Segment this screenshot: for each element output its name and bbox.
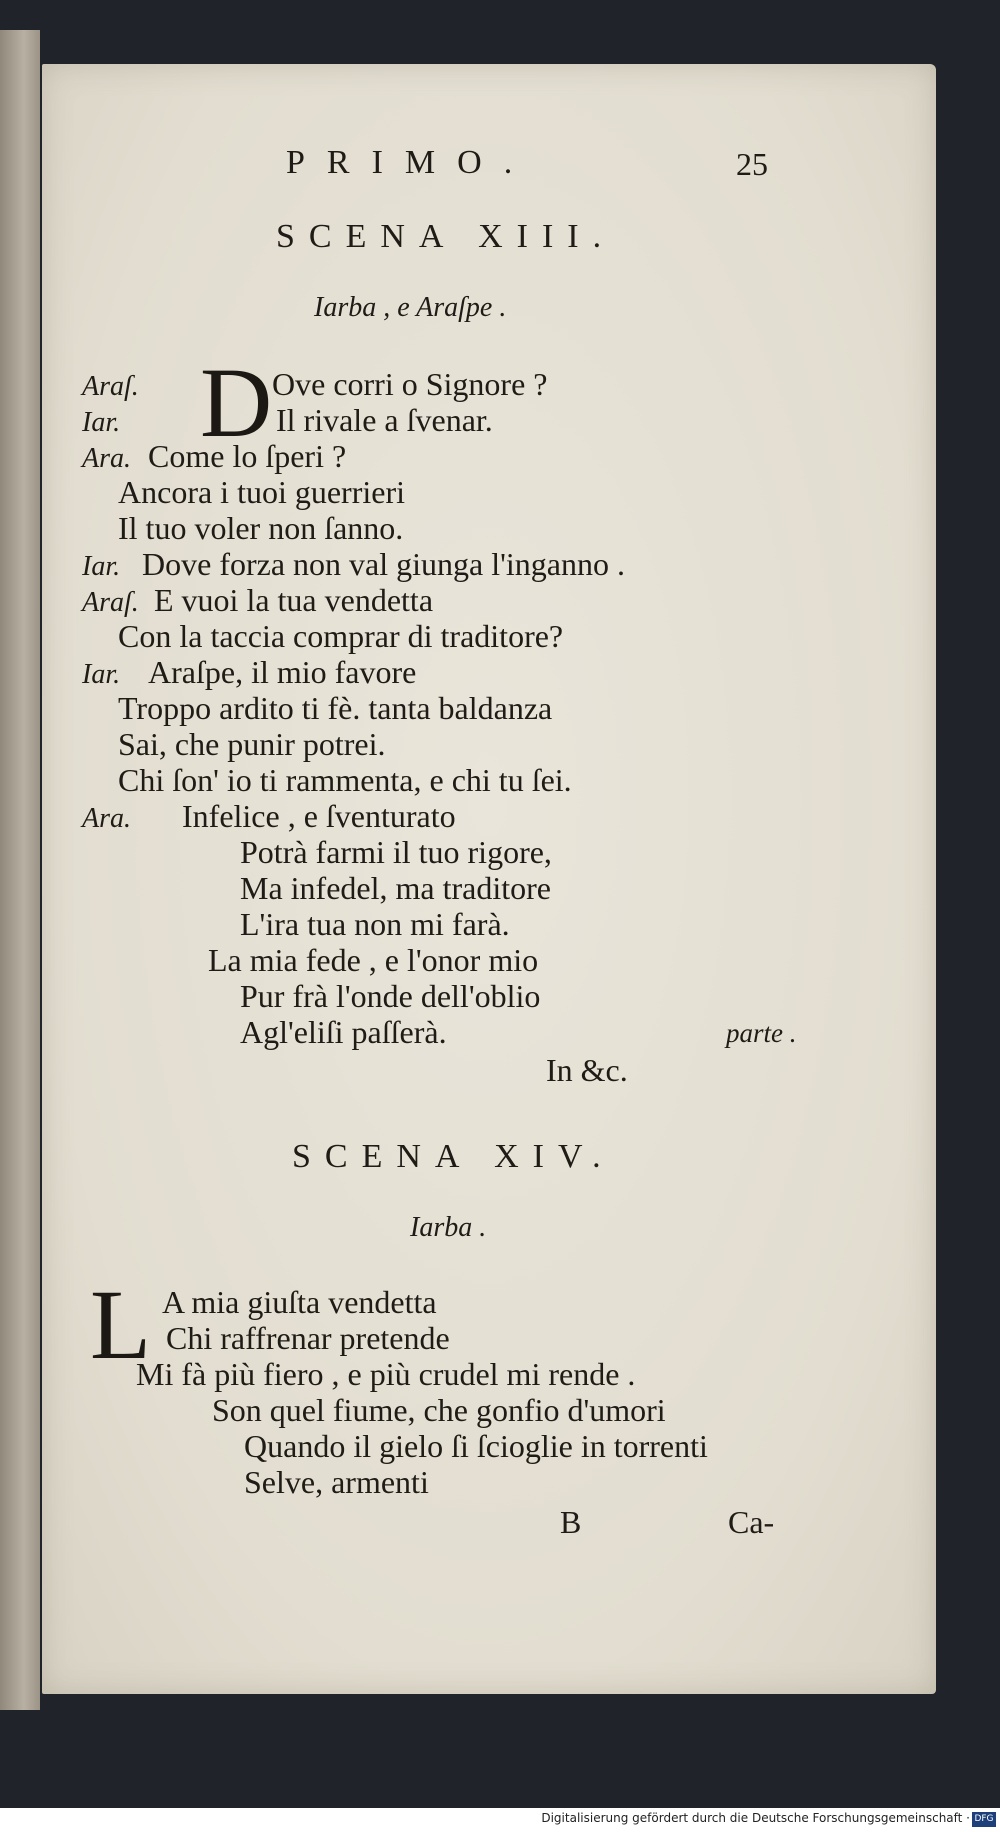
verse-line — [82, 582, 433, 619]
verse-text: Il tuo voler non ſanno. — [118, 510, 404, 546]
verse-text: Troppo ardito ti fè. tanta baldanza — [118, 690, 553, 726]
verse-line — [82, 366, 139, 403]
verse-text: Potrà farmi il tuo rigore, — [240, 834, 552, 870]
verse-line — [82, 546, 625, 583]
verse-text: Mi fà più fiero , e più crudel mi rende . — [136, 1356, 636, 1392]
speaker-label: Iar. — [82, 551, 121, 582]
verse-line — [82, 654, 416, 691]
verse-text: Pur frà l'onde dell'oblio — [240, 978, 541, 1014]
verse-text: Dove forza non val giunga l'inganno . — [142, 546, 625, 582]
speaker-label: Ara. — [82, 443, 131, 474]
stage-direction: parte . — [726, 1018, 797, 1048]
verse-text: Ma infedel, ma traditore — [240, 870, 551, 906]
facing-page-edge — [0, 30, 40, 1710]
digitization-footer — [0, 1808, 1000, 1832]
verse-text: Agl'eliſi paſſerà. — [240, 1014, 447, 1050]
scene-title: SCENA XIII. — [276, 218, 616, 255]
verse-line — [82, 798, 456, 835]
speaker-label: Iar. — [82, 407, 121, 438]
dfg-logo: DFG — [972, 1812, 996, 1827]
scene-cast: Iarba , e Araſpe . — [314, 292, 507, 323]
verse-text: Selve, armenti — [244, 1464, 429, 1500]
verse-text: Quando il gielo ſi ſcioglie in torrenti — [244, 1428, 708, 1464]
signature-mark: B — [560, 1504, 582, 1540]
verse-text: E vuoi la tua vendetta — [154, 582, 434, 618]
verse-text: Ove corri o Signore ? — [272, 366, 548, 402]
verse-text: Infelice , e ſventurato — [182, 798, 456, 834]
verse-text: L'ira tua non mi farà. — [240, 906, 510, 942]
verse-text: A mia giuſta vendetta — [162, 1284, 437, 1320]
book-page — [42, 64, 936, 1694]
verse-line — [82, 438, 346, 475]
verse-text: Il rivale a ſvenar. — [276, 402, 493, 438]
verse-text: Chi raffrenar pretende — [166, 1320, 450, 1356]
speaker-label: Iar. — [82, 659, 121, 690]
verse-text: Araſpe, il mio favore — [148, 654, 417, 690]
verse-text: Ancora i tuoi guerrieri — [118, 474, 405, 510]
scene-cast: Iarba . — [410, 1212, 487, 1243]
verse-text: Sai, che punir potrei. — [118, 726, 386, 762]
verse-line — [82, 402, 120, 439]
page-number: 25 — [736, 146, 768, 182]
speaker-label: Araſ. — [82, 587, 139, 618]
drop-capital: L — [90, 1269, 152, 1380]
footer-credit: Digitalisierung gefördert durch die Deutsche Forschungsgemeinschaft · — [541, 1811, 970, 1825]
drop-capital: D — [200, 347, 273, 458]
verse-text: Chi ſon' io ti rammenta, e chi tu ſei. — [118, 762, 572, 798]
verse-text: Come lo ſperi ? — [148, 438, 347, 474]
speaker-label: Araſ. — [82, 371, 139, 402]
da-capo-mark: In &c. — [546, 1052, 628, 1088]
verse-text: Con la taccia comprar di traditore? — [118, 618, 564, 654]
running-head-title: PRIMO. — [286, 144, 535, 181]
scene-title: SCENA XIV. — [292, 1138, 615, 1175]
verse-text: La mia fede , e l'onor mio — [208, 942, 539, 978]
speaker-label: Ara. — [82, 803, 131, 834]
catchword: Ca- — [728, 1504, 775, 1540]
verse-text: Son quel fiume, che gonfio d'umori — [212, 1392, 666, 1428]
